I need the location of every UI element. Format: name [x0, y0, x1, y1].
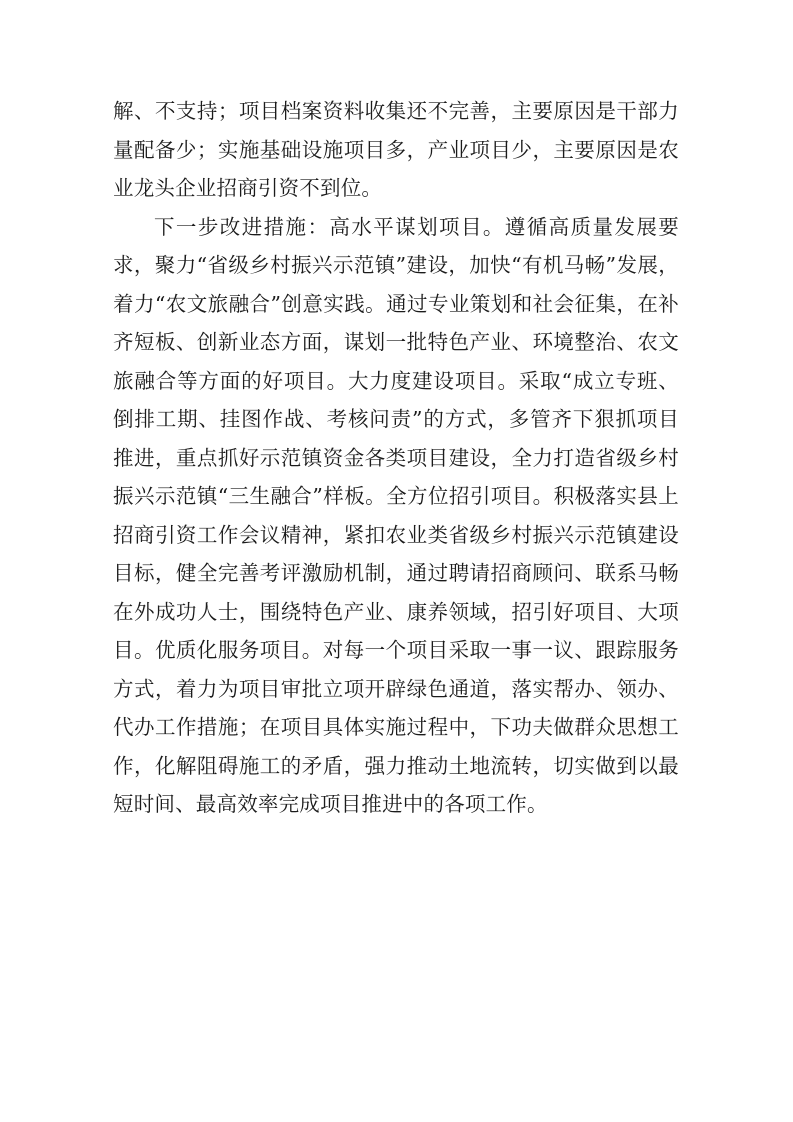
paragraph-1: 解、不支持；项目档案资料收集还不完善，主要原因是干部力量配备少；实施基础设施项目多，产业项目少，主要原因是农业龙头企业招商引资不到位。 — [113, 99, 679, 200]
document-body — [113, 92, 679, 824]
paragraph-2: 下一步改进措施：高水平谋划项目。遵循高质量发展要求，聚力“省级乡村振兴示范镇”建设，加快“有机马畅”发展，着力“农文旅融合”创意实践。通过专业策划和社会征集，在补齐短板、创新业态方面，谋划一批特色产业、环境整治、农文旅融合等方面的好项目。大力度建设项目。采取“成立专班、倒排工期、挂图作战、考核问责”的方式，多管齐下狠抓项目推进，重点抓好示范镇资金各类项目建设，全力打造省级乡村振兴示范镇“三生融合”样板。全方位招引项目。积极落实县上招商引资工作会议精神，紧扣农业类省级乡村振兴示范镇建设目标，健全完善考评激励机制，通过聘请招商顾问、联系马畅在外成功人士，围绕特色产业、康养领域，招引好项目、大项目。优质化服务项目。对每一个项目采取一事一议、跟踪服务方式，着力为项目审批立项开辟绿色通道，落实帮办、领办、代办工作措施；在项目具体实施过程中，下功夫做群众思想工作，化解阻碍施工的矛盾，强力推动土地流转，切实做到以最短时间、最高效率完成项目推进中的各项工作。 — [113, 214, 679, 816]
